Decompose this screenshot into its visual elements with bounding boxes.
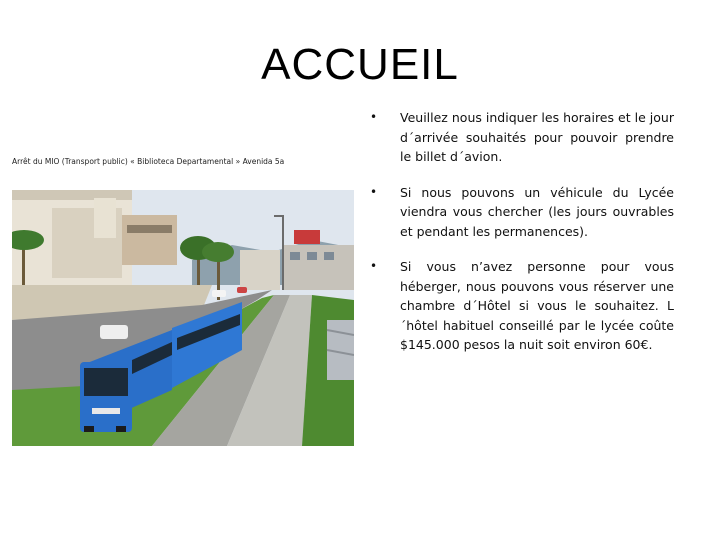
bullet-list <box>370 108 674 355</box>
slide-title: ACCUEIL <box>261 40 459 89</box>
bullet-text: Veuillez nous indiquer les horaires et le jour d´arrivée souhaités pour pouvoir prendre le billet d´avion. <box>400 110 674 164</box>
bullet-marker: • <box>370 184 378 199</box>
bullet-marker: • <box>370 259 378 273</box>
bullet-item <box>370 108 674 167</box>
bullet-text: Si nous pouvons un véhicule du Lycée viendra vous chercher (les jours ouvrables et pendant les permanences). <box>400 184 674 239</box>
bullet-text: Si vous n’avez personne pour vous héberger, nous pouvons vous réserver une chambre d´Hôtel si vous le souhaitez. L´hôtel habituel conseillé par le lycée coûte $145.000 pesos la nuit soit environ 60€. <box>400 259 674 352</box>
photo-caption: Arrêt du MIO (Transport public) « Biblioteca Departamental » Avenida 5a <box>12 157 285 166</box>
bullet-item <box>370 183 674 242</box>
bullet-item <box>370 257 674 355</box>
bullet-marker: • <box>370 110 378 124</box>
bus-stop-photo <box>12 190 354 446</box>
